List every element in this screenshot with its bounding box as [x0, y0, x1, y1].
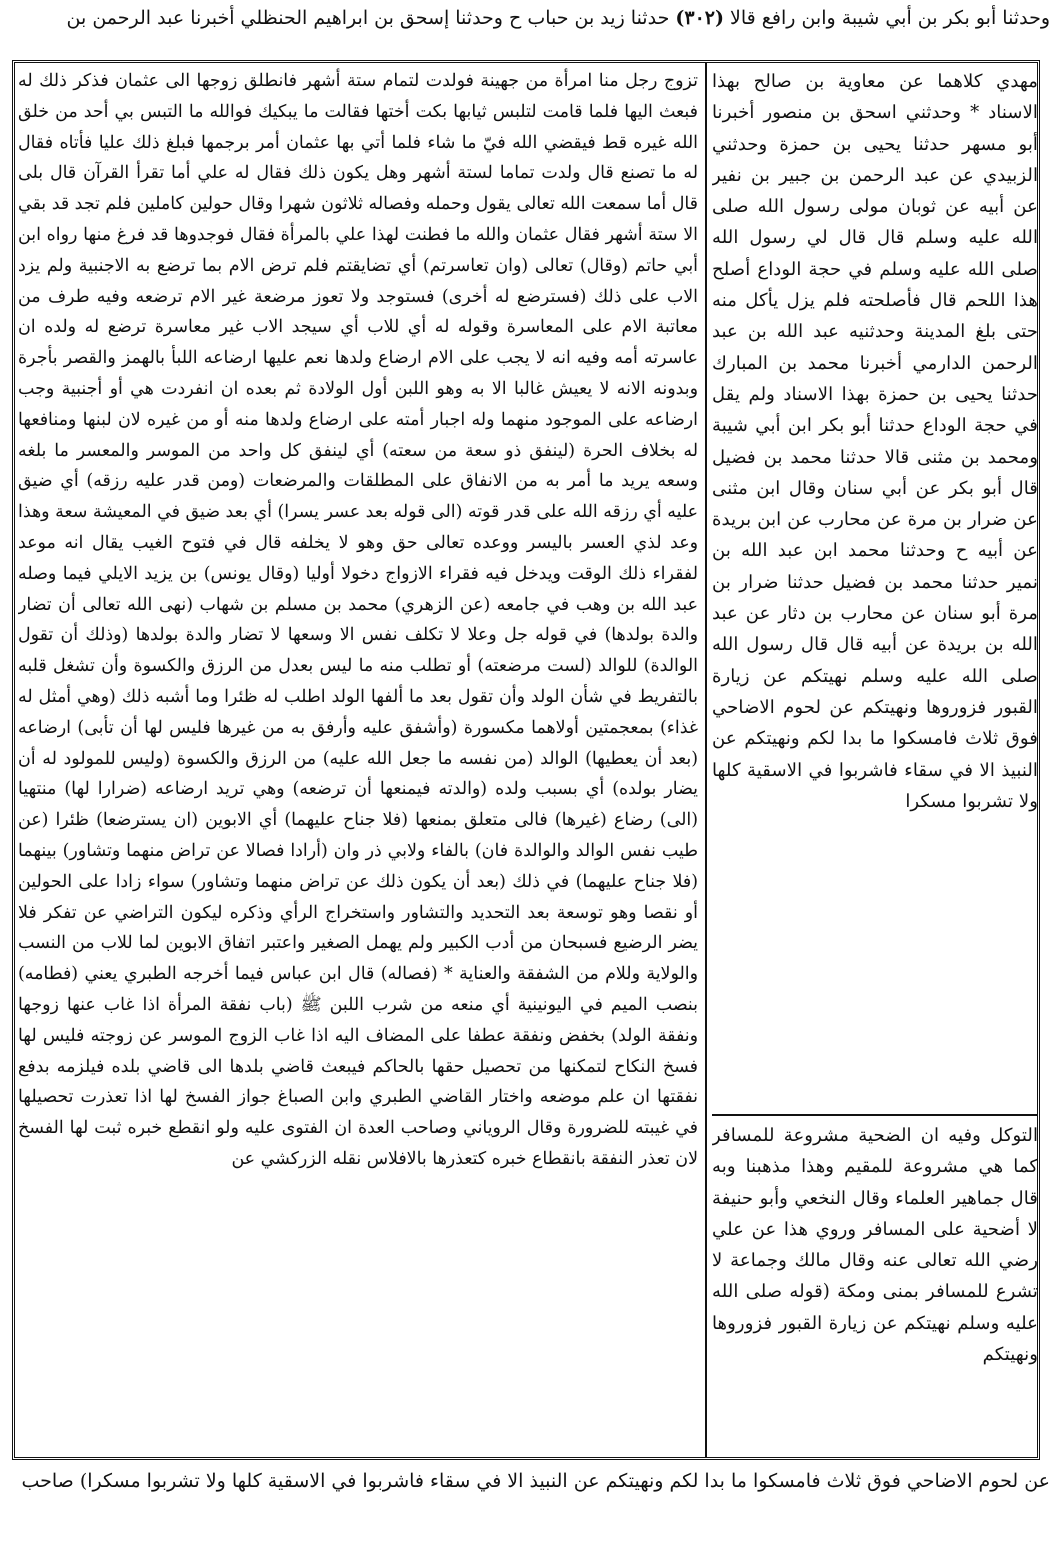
- column-divider: [705, 62, 707, 1458]
- commentary-paragraph: تزوج رجل منا امرأة من جهينة فولدت لتمام ستة أشهر فانطلق زوجها الى عثمان فذكر ذلك له فبعث اليها فلما قامت لتلبس ثيابها بكت أختها فقالت ما يبكيك فوالله ما التبس بي أحد من خلق الله غيره قط فيقضي الله فيّ ما شاء فلما أتي بها عثمان أمر برجمها فبلغ ذلك عليا فأتاه فقال له ما تصنع قال ولدت تماما لستة أشهر وهل يكون ذلك فقال له علي أما تقرأ القرآن قال بلى قال أما سمعت الله تعالى يقول وحمله وفصاله ثلاثون شهرا وقال حولين كاملين فلم تجد قد بقي الا ستة أشهر فقال عثمان والله ما فطنت لهذا علي بالمرأة فقال فوجدوها قد فرغ منها رواه ابن أبي حاتم (وقال) تعالى (وان تعاسرتم) أي تضايقتم فلم ترض الام بما ترضع به الاجنبية ولم يزد الاب على ذلك (فسترضع له أخرى) فستوجد ولا تعوز مرضعة غير الام ترضعه وفيه طرف من معاتبة الام على المعاسرة وقوله له أي للاب أي سيجد الاب غير معاسرة ترضع له ولده ان عاسرته أمه وفيه انه لا يجب على الام ارضاع ولدها نعم عليها ارضاعه اللبأ بالهمز والقصر بأجرة وبدونه الانه لا يعيش غالبا الا به وهو اللبن أول الولادة ثم بعده ان انفردت هي أو أجنبية وجب ارضاعه على الموجود منهما وله اجبار أمته على ارضاع ولدها منه أو من غيره لان لبنها ومنافعها له بخلاف الحرة (لينفق ذو سعة من سعته) أي لينفق كل واحد من الموسر والمعسر ما بلغه وسعه يريد ما أمر به من الانفاق على المطلقات والمرضعات (ومن قدر عليه رزقه) أي ضيق عليه أي رزقه الله على قدر قوته (الى قوله بعد عسر يسرا) أي بعد ضيق في المعيشة سعة وهذا وعد لذي العسر باليسر ووعده تعالى حق وهو لا يخلفه قال في فتوح الغيب يقال انه موعد لفقراء ذلك الوقت ويدخل فيه فقراء الازواج دخولا أوليا (وقال يونس) بن يزيد الايلي فيما وصله عبد الله بن وهب في جامعه (عن الزهري) محمد بن مسلم بن شهاب (نهى الله تعالى أن تضار والدة بولدها) في قوله جل وعلا لا تكلف نفس الا وسعها لا تضار والدة بولدها (وذلك أن تقول الوالدة) للوالد (لست مرضعته) أو تطلب منه ما ليس بعدل من الرزق والكسوة وأن تشغل قلبه بالتفريط في شأن الولد وأن تقول بعد ما ألفها الولد اطلب له ظئرا وما أشبه ذلك (وهي أمثل له غذاء) بمعجمتين أولاهما مكسورة (وأشفق عليه وأرفق به من غيرها فليس لها أن تأبى) ارضاعه (بعد أن يعطيها) الوالد (من نفسه ما جعل الله عليه) من الرزق والكسوة (وليس للمولود له أن يضار بولده) أي بسبب ولده (والدته فيمنعها أن ترضعه) وهي تريد ارضاعه (ضرارا لها) منتهيا (الى) رضاع (غيرها) فالى متعلق بمنعها (فلا جناح عليهما) أي الابوين (ان يسترضعا) ظئرا (عن طيب نفس الوالد والوالدة فان) بالفاء ولابي ذر وان (أرادا فصالا عن تراض منهما وتشاور) بينهما (فلا جناح عليهما) في ذلك (بعد أن يكون ذلك عن تراض منهما وتشاور) سواء زادا على الحولين أو نقصا وهو توسعة بعد التحديد والتشاور واستخراج الرأي وذكره ليكون التراضي عن تفكر فلا يضر الرضيع فسبحان من أدب الكبير ولم يهمل الصغير واعتبر اتفاق الابوين لما للاب من النسب والولاية وللام من الشفقة والعناية * (فصاله) قال ابن عباس فيما أخرجه الطبري يعني (فطامه) بنصب الميم في اليونينية أي منعه من شرب اللبن ﷺ (باب نفقة المرأة اذا غاب عنها زوجها ونفقة الولد) بخفض ونفقة عطفا على المضاف اليه اذا غاب الزوج الموسر عن زوجته فليس لها فسخ النكاح لتمكنها من تحصيل حقها بالحاكم فيبعث قاضي بلدها الى قاضي بلده فيلزمه بدفع نفقتها ان علم موضعه واختار القاضي الطبري وابن الصباغ جواز الفسخ لها اذا تعذرت تحصيلها في غيبته للضرورة وقال الروياني وصاحب العدة ان الفتوى عليه ولو انقطع خبره ثبت لها الفسخ لان تعذر النفقة بانقطاع خبره كتعذرها بالافلاس نقله الزركشي عن: [18, 71, 698, 1169]
- header-text-start: وحدثنا أبو بكر بن أبي شيبة وابن رافع قالا: [730, 7, 1050, 29]
- side-divider: [712, 1114, 1038, 1116]
- side-commentary-text: التوكل وفيه ان الضحية مشروعة للمسافر كما هي مشروعة للمقيم وهذا مذهبنا وبه قال جماهير العلماء وقال النخعي وأبو حنيفة لا أضحية على المسافر وروي هذا عن علي رضي الله تعالى عنه وقال مالك وجماعة لا تشرع للمسافر بمنى ومكة (قوله صلى الله عليه وسلم نهيتكم عن زيارة القبور فزوروها ونهيتكم: [712, 1125, 1038, 1366]
- page-header: [8, 6, 1050, 56]
- commentary-column: [18, 66, 698, 1454]
- hadith-text: مهدي كلاهما عن معاوية بن صالح بهذا الاسناد * وحدثني اسحق بن منصور أخبرنا أبو مسهر حدثنا يحيى بن حمزة وحدثني الزبيدي عن عبد الرحمن بن جبير بن نفير عن أبيه عن ثوبان مولى رسول الله صلى الله عليه وسلم قال قال لي رسول الله صلى الله عليه وسلم في حجة الوداع أصلح هذا اللحم قال فأصلحته فلم يزل يأكل منه حتى بلغ المدينة وحدثنيه عبد الله بن عبد الرحمن الدارمي أخبرنا محمد بن المبارك حدثنا يحيى بن حمزة بهذا الاسناد ولم يقل في حجة الوداع حدثنا أبو بكر ابن أبي شيبة ومحمد بن مثنى قالا حدثنا محمد بن فضيل قال أبو بكر عن أبي سنان وقال ابن مثنى عن ضرار بن مرة عن محارب عن ابن بريدة عن أبيه ح وحدثنا محمد ابن عبد الله بن نمير حدثنا محمد بن فضيل حدثنا ضرار بن مرة أبو سنان عن محارب بن دثار عن عبد الله بن بريدة عن أبيه قال قال رسول الله صلى الله عليه وسلم نهيتكم عن زيارة القبور فزوروها ونهيتكم عن لحوم الاضاحي فوق ثلاث فامسكوا ما بدا لكم ونهيتكم عن النبيذ الا في سقاء فاشربوا في الاسقية كلها ولا تشربوا مسكرا: [712, 71, 1038, 812]
- footer-text: عن لحوم الاضاحي فوق ثلاث فامسكوا ما بدا لكم ونهيتكم عن النبيذ الا في سقاء فاشربوا في الاسقية كلها ولا تشربوا مسكرا) صاحب: [21, 1470, 1050, 1492]
- header-text-end: حدثنا زيد بن حباب ح وحدثنا إسحق بن ابراهيم الحنظلي أخبرنا عبد الرحمن بن: [66, 7, 670, 29]
- page-footer: [8, 1466, 1050, 1496]
- hadith-column: [712, 66, 1038, 1106]
- side-commentary-column: [712, 1120, 1038, 1454]
- page-number: (٣٠٢): [675, 7, 724, 29]
